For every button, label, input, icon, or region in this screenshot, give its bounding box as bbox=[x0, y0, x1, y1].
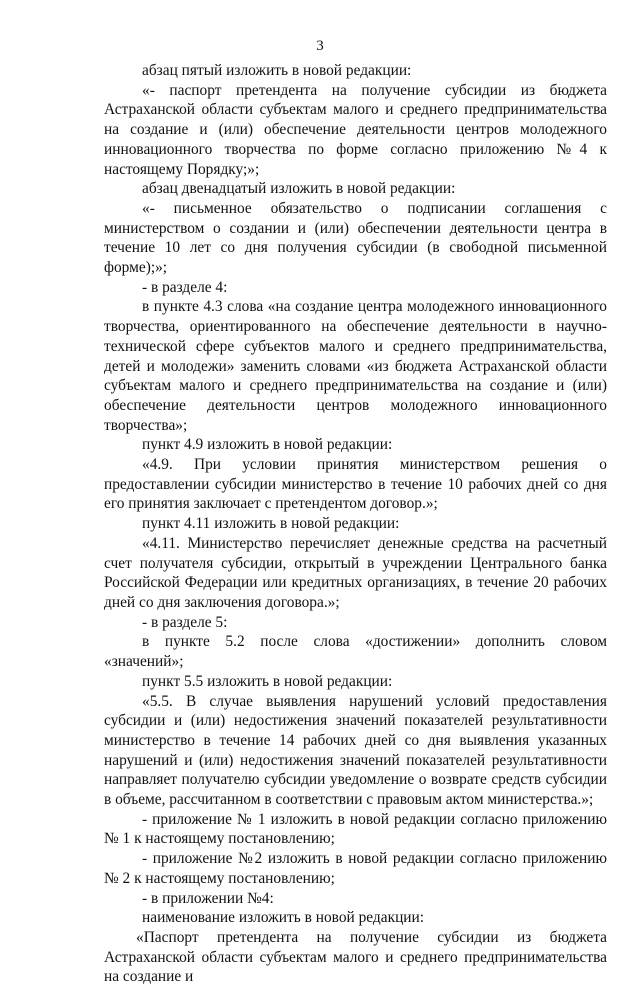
paragraph-13: пункт 5.5 изложить в новой редакции: bbox=[142, 672, 393, 690]
paragraph-11: - в разделе 5: bbox=[142, 613, 228, 631]
paragraph-14: «5.5. В случае выявления нарушений условий предоставления субсидии и (или) недостижения значений показателей результативности министерство в течение 14 рабочих дней со дня выявления указанных нарушений и (или) недостижения значений показателей результативности направляет получателю субсидии уведомление о возврате средств субсидии в объеме, рассчитанном в соответствии с правовым актом министерства.»; bbox=[104, 692, 607, 809]
paragraph-9: пункт 4.11 изложить в новой редакции: bbox=[142, 515, 400, 533]
paragraph-19: «Паспорт претендента на получение субсидии из бюджета Астраханской области субъектам малого и среднего предпринимательства на создание и bbox=[104, 928, 607, 986]
paragraph-4: «- письменное обязательство о подписании соглашения с министерством о создании и (или) обеспечении деятельности центра в течение 10 лет со дня получения субсидии (в свободной письменной форме);»; bbox=[104, 199, 607, 277]
paragraph-1: абзац пятый изложить в новой редакции: bbox=[142, 62, 412, 79]
page-number: 3 bbox=[316, 38, 324, 54]
paragraph-8: «4.9. При условии принятия министерством решения о предоставлении субсидии министерство в течение 10 рабочих дней со дня его принятия заключает с претендентом договор.»; bbox=[104, 456, 607, 513]
paragraph-17: - в приложении №4: bbox=[142, 889, 274, 907]
paragraph-15: - приложение № 1 изложить в новой редакции согласно приложению № 1 к настоящему постановлению; bbox=[104, 810, 607, 848]
paragraph-16: - приложение №2 изложить в новой редакции согласно приложению № 2 к настоящему постановлению; bbox=[104, 850, 607, 887]
paragraph-7: пункт 4.9 изложить в новой редакции: bbox=[142, 436, 393, 454]
paragraph-18: наименование изложить в новой редакции: bbox=[142, 909, 425, 927]
paragraph-5: - в разделе 4: bbox=[142, 278, 228, 296]
paragraph-3: абзац двенадцатый изложить в новой редакции: bbox=[142, 180, 456, 198]
paragraph-12: в пункте 5.2 после слова «достижении» дополнить словом «значений»; bbox=[104, 633, 607, 671]
paragraph-10: «4.11. Министерство перечисляет денежные средства на расчетный счет получателя субсидии, открытый в учреждении Центрального банка Российской Федерации или кредитных организациях, в течение 20 рабочих дней со дня заключения договора.»; bbox=[104, 534, 607, 611]
document-body bbox=[104, 61, 607, 987]
paragraph-2: «- паспорт претендента на получение субсидии из бюджета Астраханской области субъектам малого и среднего предпринимательства на создание и (или) обеспечение деятельности центров молодежного инновационного творчества по форме согласно приложению №4 к настоящему Порядку;»; bbox=[104, 81, 607, 178]
paragraph-6: в пункте 4.3 слова «на создание центра молодежного инновационного творчества, ориентированного на обеспечение деятельности в научно-технической сфере субъектов малого и среднего предпринимательства, детей и молодежи» заменить словами «из бюджета Астраханской области субъектам малого и среднего предпринимательства на создание и (или) обеспечение деятельности центров молодежного инновационного творчества»; bbox=[104, 298, 607, 434]
